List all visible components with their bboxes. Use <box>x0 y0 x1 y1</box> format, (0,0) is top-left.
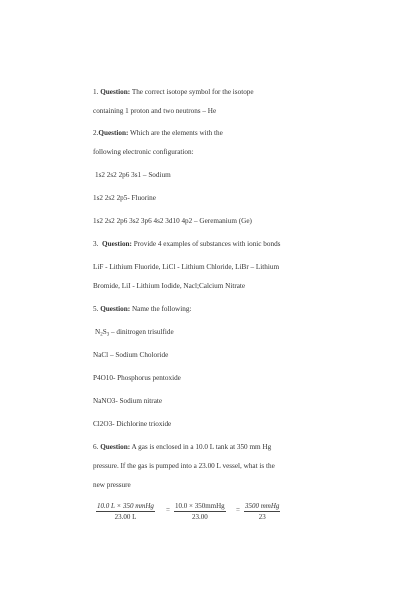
q5-label: Question: <box>100 305 131 313</box>
fraction-1-denominator: 23.00 L <box>114 513 137 521</box>
q5-item-3: P4O10- Phosphorus pentoxide <box>93 374 181 382</box>
q2-text-line1: Which are the elements with the <box>130 129 223 137</box>
q1-line1 <box>93 88 254 97</box>
q5-line1 <box>93 305 191 314</box>
q6-number: 6. <box>93 443 99 451</box>
q2-answer-1: 1s2 2s2 2p6 3s1 – Sodium <box>95 171 171 179</box>
q5-item1-sub2: 3 <box>106 332 110 338</box>
q3-answer-line1: LiF - Lithium Fluoride, LiCl - Lithium Chloride, LiBr – Lithium <box>93 263 280 271</box>
q3-answer-line2: Bromide, LiI - Lithium Iodide, Nacl;Calcium Nitrate <box>93 282 246 290</box>
q6-line1 <box>93 443 271 452</box>
q5-item1-n: N <box>95 328 101 336</box>
equals-sign-2: = <box>236 506 240 514</box>
q5-number: 5. <box>93 305 99 313</box>
q5-item-5: Cl2O3- Dichlorine trioxide <box>93 420 172 428</box>
q3-line1 <box>93 240 280 249</box>
q2-answer-3: 1s2 2s2 2p6 3s2 3p6 4s2 3d10 4p2 – Geremanium (Ge) <box>93 217 252 225</box>
q3-number: 3. <box>93 240 99 248</box>
q2-label: Question: <box>98 129 129 137</box>
fraction-2 <box>174 502 226 521</box>
q5-item1-sub1: 2 <box>100 332 103 338</box>
fraction-2-denominator: 23.00 <box>191 513 208 521</box>
fraction-3-denominator: 23 <box>258 513 266 521</box>
q5-item1-name: – dinitrogen trisulfide <box>109 328 174 336</box>
q2-answer-2: 1s2 2s2 2p5- Fluorine <box>93 194 156 202</box>
q5-item-n2s3 <box>95 328 174 340</box>
q1-text-line2: containing 1 proton and two neutrons – He <box>93 107 217 115</box>
q2-number: 2. <box>93 129 99 137</box>
equals-sign-1: = <box>166 506 170 514</box>
q3-label: Question: <box>101 240 132 248</box>
fraction-3-numerator: 3500 mmHg <box>245 502 280 510</box>
q6-text-line3: new pressure <box>93 481 131 489</box>
q1-label: Question: <box>100 88 131 96</box>
q6-text-line1: A gas is enclosed in a 10.0 L tank at 350 mm Hg <box>131 443 272 451</box>
q3-text: Provide 4 examples of substances with ionic bonds <box>133 240 281 248</box>
q1-number: 1. <box>93 88 99 96</box>
q5-item-2: NaCl – Sodium Choloride <box>93 351 169 359</box>
q2-text-line2: following electronic configuration: <box>93 148 194 156</box>
fraction-3 <box>244 502 280 521</box>
q5-item-4: NaNO3- Sodium nitrate <box>93 397 163 405</box>
q5-item1-s: S <box>102 328 107 336</box>
q6-label: Question: <box>100 443 131 451</box>
fraction-1-numerator: 10.0 L × 350 mmHg <box>97 502 154 510</box>
q5-text: Name the following: <box>131 305 192 313</box>
fraction-2-numerator: 10.0 × 350mmHg <box>175 502 225 510</box>
q2-line1 <box>93 129 223 138</box>
q6-text-line2: pressure. If the gas is pumped into a 23.00 L vessel, what is the <box>93 462 275 470</box>
q1-text-line1: The correct isotope symbol for the isotope <box>131 88 254 96</box>
fraction-1 <box>96 502 155 521</box>
